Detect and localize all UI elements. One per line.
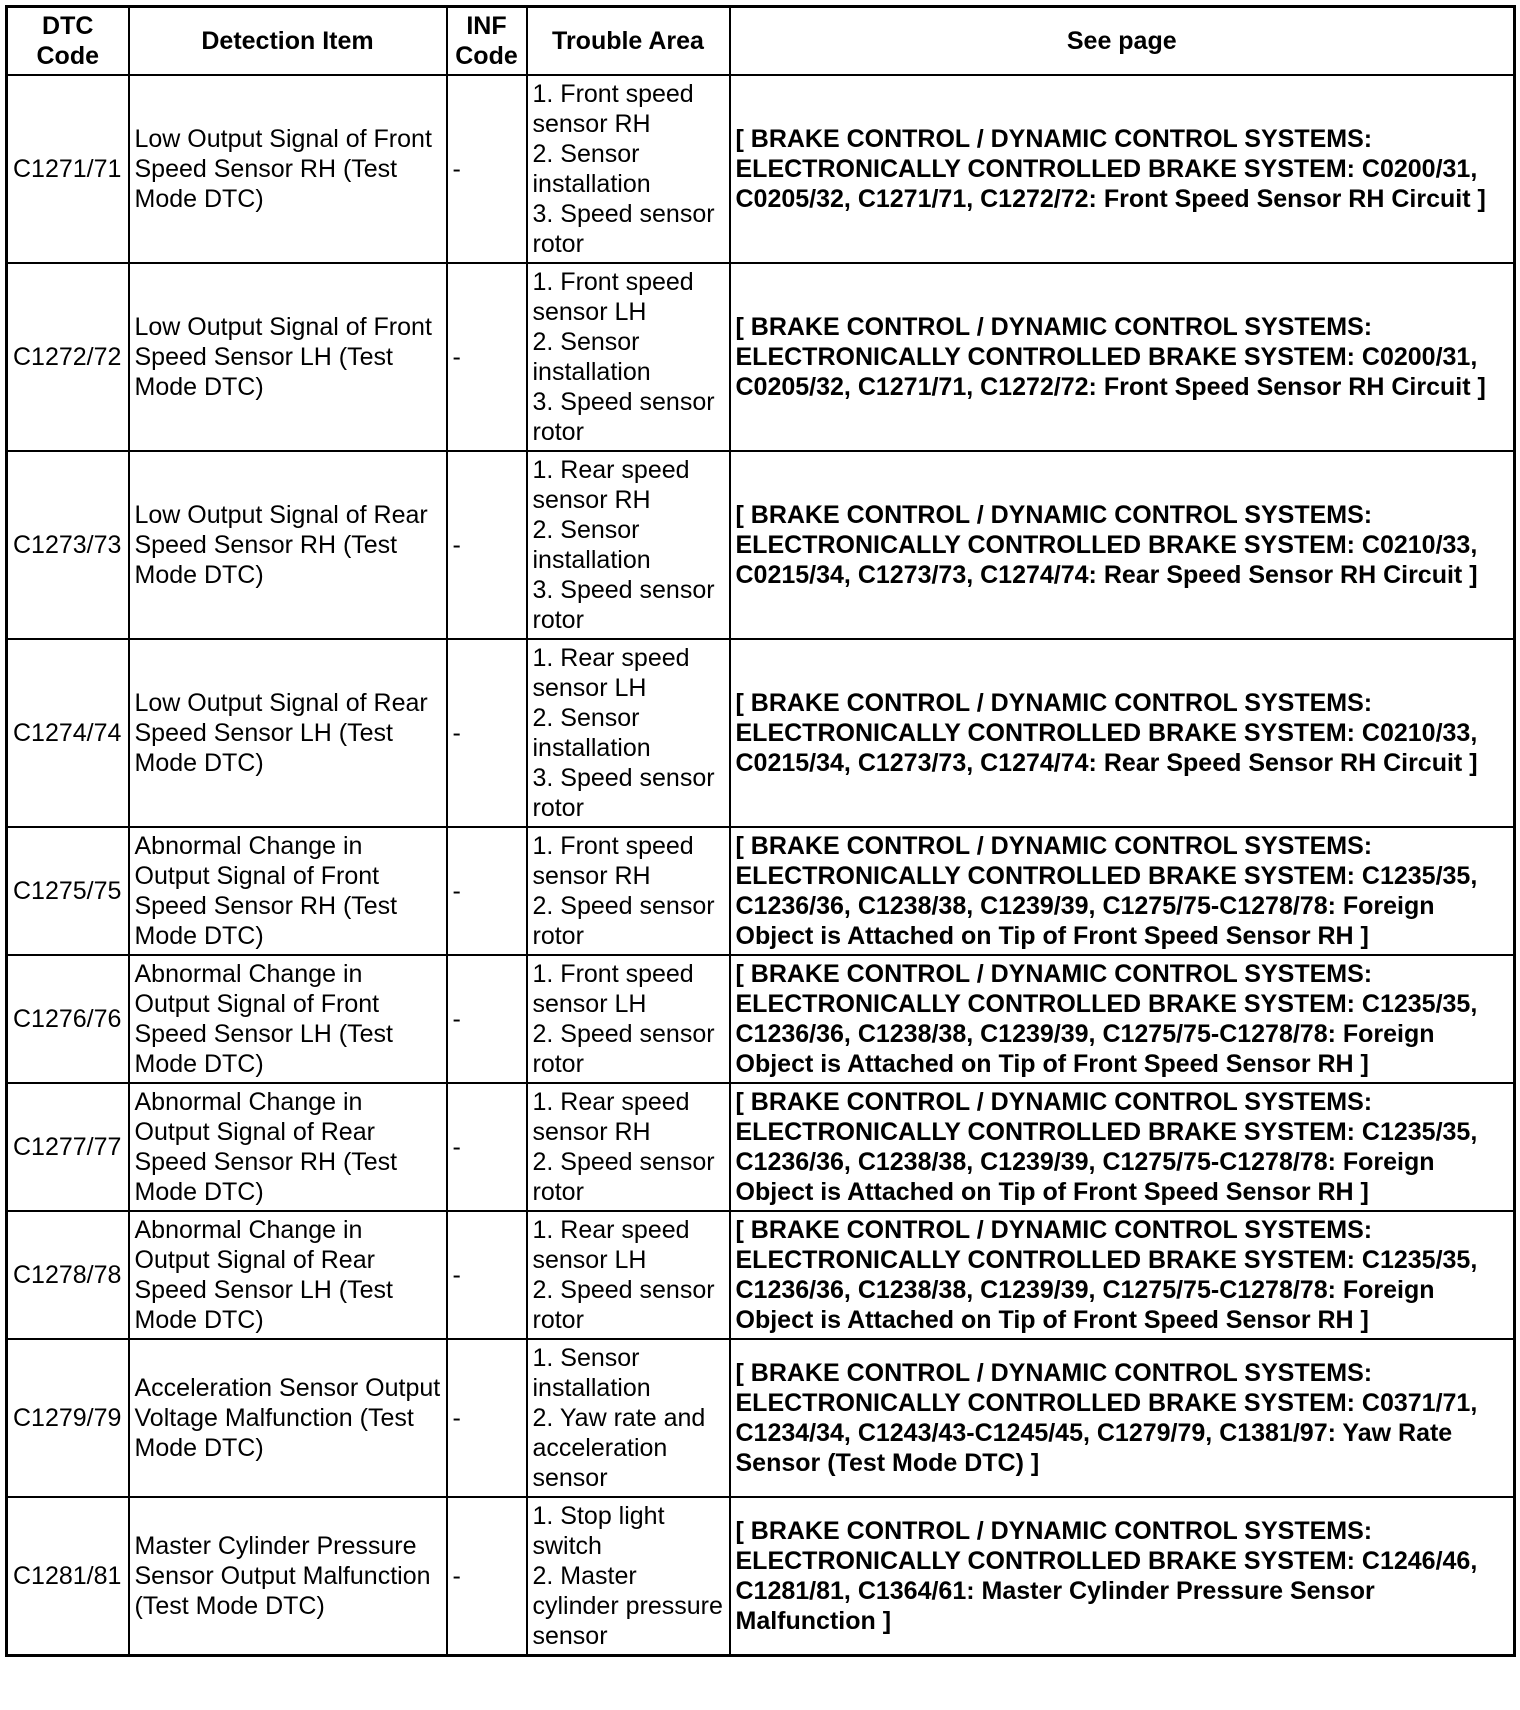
detection-item-cell: Low Output Signal of Front Speed Sensor LH (Test Mode DTC) [129, 263, 447, 451]
header-dtc-code: DTC Code [7, 7, 129, 76]
see-page-reference: [ BRAKE CONTROL / DYNAMIC CONTROL SYSTEMS: ELECTRONICALLY CONTROLLED BRAKE SYSTEM: C0200/31, C0205/32, C1271/71, C1272/72: Front Speed Sensor RH Circuit ] [730, 263, 1515, 451]
trouble-area-item: 2. Sensor installation [532, 140, 651, 198]
see-page-reference: [ BRAKE CONTROL / DYNAMIC CONTROL SYSTEMS: ELECTRONICALLY CONTROLLED BRAKE SYSTEM: C0210/33, C0215/34, C1273/73, C1274/74: Rear Speed Sensor RH Circuit ] [730, 451, 1515, 639]
table-row [7, 1339, 1515, 1497]
header-inf-code: INF Code [447, 7, 527, 76]
trouble-area-item: 1. Rear speed sensor LH [532, 644, 690, 702]
see-page-reference: [ BRAKE CONTROL / DYNAMIC CONTROL SYSTEMS: ELECTRONICALLY CONTROLLED BRAKE SYSTEM: C1246/46, C1281/81, C1364/61: Master Cylinder Pressure Sensor Malfunction ] [730, 1497, 1515, 1656]
see-page-reference: [ BRAKE CONTROL / DYNAMIC CONTROL SYSTEMS: ELECTRONICALLY CONTROLLED BRAKE SYSTEM: C1235/35, C1236/36, C1238/38, C1239/39, C1275/75-C1278/78: Foreign Object is Attached on Tip of Front Speed Sensor RH ] [730, 827, 1515, 955]
dtc-code-cell: C1277/77 [7, 1083, 129, 1211]
trouble-area-item: 2. Sensor installation [532, 516, 651, 574]
trouble-area-item: 2. Speed sensor rotor [532, 1148, 715, 1206]
dtc-code-cell: C1279/79 [7, 1339, 129, 1497]
trouble-area-item: 3. Speed sensor rotor [532, 388, 715, 446]
trouble-area-item: 2. Sensor installation [532, 328, 651, 386]
trouble-area-item: 2. Yaw rate and acceleration sensor [532, 1404, 706, 1492]
see-page-reference: [ BRAKE CONTROL / DYNAMIC CONTROL SYSTEMS: ELECTRONICALLY CONTROLLED BRAKE SYSTEM: C0210/33, C0215/34, C1273/73, C1274/74: Rear Speed Sensor RH Circuit ] [730, 639, 1515, 827]
trouble-area-cell [527, 827, 730, 955]
table-header-row [7, 7, 1515, 76]
detection-item-cell: Abnormal Change in Output Signal of Rear Speed Sensor RH (Test Mode DTC) [129, 1083, 447, 1211]
inf-code-cell: - [447, 955, 527, 1083]
dtc-code-cell: C1278/78 [7, 1211, 129, 1339]
trouble-area-item: 2. Speed sensor rotor [532, 1276, 715, 1334]
table-row [7, 827, 1515, 955]
detection-item-cell: Low Output Signal of Front Speed Sensor RH (Test Mode DTC) [129, 75, 447, 263]
inf-code-cell: - [447, 1339, 527, 1497]
inf-code-cell: - [447, 451, 527, 639]
table-row [7, 1211, 1515, 1339]
trouble-area-item: 1. Rear speed sensor LH [532, 1216, 690, 1274]
detection-item-cell: Low Output Signal of Rear Speed Sensor LH (Test Mode DTC) [129, 639, 447, 827]
dtc-code-cell: C1271/71 [7, 75, 129, 263]
table-row [7, 451, 1515, 639]
trouble-area-cell [527, 75, 730, 263]
table-row [7, 1083, 1515, 1211]
dtc-code-cell: C1272/72 [7, 263, 129, 451]
dtc-code-cell: C1273/73 [7, 451, 129, 639]
trouble-area-cell [527, 451, 730, 639]
trouble-area-item: 1. Sensor installation [532, 1344, 651, 1402]
trouble-area-item: 3. Speed sensor rotor [532, 200, 715, 258]
detection-item-cell: Abnormal Change in Output Signal of Front Speed Sensor RH (Test Mode DTC) [129, 827, 447, 955]
trouble-area-item: 1. Front speed sensor RH [532, 832, 694, 890]
see-page-reference: [ BRAKE CONTROL / DYNAMIC CONTROL SYSTEMS: ELECTRONICALLY CONTROLLED BRAKE SYSTEM: C1235/35, C1236/36, C1238/38, C1239/39, C1275/75-C1278/78: Foreign Object is Attached on Tip of Front Speed Sensor RH ] [730, 1083, 1515, 1211]
detection-item-cell: Master Cylinder Pressure Sensor Output Malfunction (Test Mode DTC) [129, 1497, 447, 1656]
detection-item-cell: Acceleration Sensor Output Voltage Malfunction (Test Mode DTC) [129, 1339, 447, 1497]
trouble-area-cell [527, 263, 730, 451]
trouble-area-item: 1. Stop light switch [532, 1502, 665, 1560]
trouble-area-cell [527, 1083, 730, 1211]
trouble-area-item: 1. Front speed sensor LH [532, 268, 694, 326]
inf-code-cell: - [447, 1083, 527, 1211]
header-detection-item: Detection Item [129, 7, 447, 76]
trouble-area-item: 1. Rear speed sensor RH [532, 456, 690, 514]
detection-item-cell: Low Output Signal of Rear Speed Sensor RH (Test Mode DTC) [129, 451, 447, 639]
table-row [7, 639, 1515, 827]
trouble-area-cell [527, 1339, 730, 1497]
dtc-code-cell: C1276/76 [7, 955, 129, 1083]
dtc-code-cell: C1275/75 [7, 827, 129, 955]
trouble-area-item: 2. Speed sensor rotor [532, 1020, 715, 1078]
trouble-area-item: 2. Sensor installation [532, 704, 651, 762]
inf-code-cell: - [447, 263, 527, 451]
see-page-reference: [ BRAKE CONTROL / DYNAMIC CONTROL SYSTEMS: ELECTRONICALLY CONTROLLED BRAKE SYSTEM: C1235/35, C1236/36, C1238/38, C1239/39, C1275/75-C1278/78: Foreign Object is Attached on Tip of Front Speed Sensor RH ] [730, 1211, 1515, 1339]
trouble-area-item: 1. Front speed sensor LH [532, 960, 694, 1018]
table-row [7, 75, 1515, 263]
table-row [7, 263, 1515, 451]
see-page-reference: [ BRAKE CONTROL / DYNAMIC CONTROL SYSTEMS: ELECTRONICALLY CONTROLLED BRAKE SYSTEM: C0371/71, C1234/34, C1243/43-C1245/45, C1279/79, C1381/97: Yaw Rate Sensor (Test Mode DTC) ] [730, 1339, 1515, 1497]
trouble-area-cell [527, 1211, 730, 1339]
dtc-table-container [5, 5, 1513, 1657]
table-row [7, 955, 1515, 1083]
dtc-code-cell: C1281/81 [7, 1497, 129, 1656]
trouble-area-item: 1. Front speed sensor RH [532, 80, 694, 138]
trouble-area-cell [527, 639, 730, 827]
inf-code-cell: - [447, 1497, 527, 1656]
inf-code-cell: - [447, 827, 527, 955]
inf-code-cell: - [447, 75, 527, 263]
table-body [7, 75, 1515, 1656]
dtc-table [5, 5, 1516, 1657]
inf-code-cell: - [447, 639, 527, 827]
trouble-area-item: 3. Speed sensor rotor [532, 764, 715, 822]
trouble-area-item: 1. Rear speed sensor RH [532, 1088, 690, 1146]
trouble-area-cell [527, 955, 730, 1083]
see-page-reference: [ BRAKE CONTROL / DYNAMIC CONTROL SYSTEMS: ELECTRONICALLY CONTROLLED BRAKE SYSTEM: C0200/31, C0205/32, C1271/71, C1272/72: Front Speed Sensor RH Circuit ] [730, 75, 1515, 263]
dtc-code-cell: C1274/74 [7, 639, 129, 827]
trouble-area-cell [527, 1497, 730, 1656]
inf-code-cell: - [447, 1211, 527, 1339]
trouble-area-item: 2. Speed sensor rotor [532, 892, 715, 950]
trouble-area-item: 3. Speed sensor rotor [532, 576, 715, 634]
table-row [7, 1497, 1515, 1656]
header-trouble-area: Trouble Area [527, 7, 730, 76]
see-page-reference: [ BRAKE CONTROL / DYNAMIC CONTROL SYSTEMS: ELECTRONICALLY CONTROLLED BRAKE SYSTEM: C1235/35, C1236/36, C1238/38, C1239/39, C1275/75-C1278/78: Foreign Object is Attached on Tip of Front Speed Sensor RH ] [730, 955, 1515, 1083]
detection-item-cell: Abnormal Change in Output Signal of Front Speed Sensor LH (Test Mode DTC) [129, 955, 447, 1083]
detection-item-cell: Abnormal Change in Output Signal of Rear Speed Sensor LH (Test Mode DTC) [129, 1211, 447, 1339]
trouble-area-item: 2. Master cylinder pressure sensor [532, 1562, 723, 1650]
header-see-page: See page [730, 7, 1515, 76]
